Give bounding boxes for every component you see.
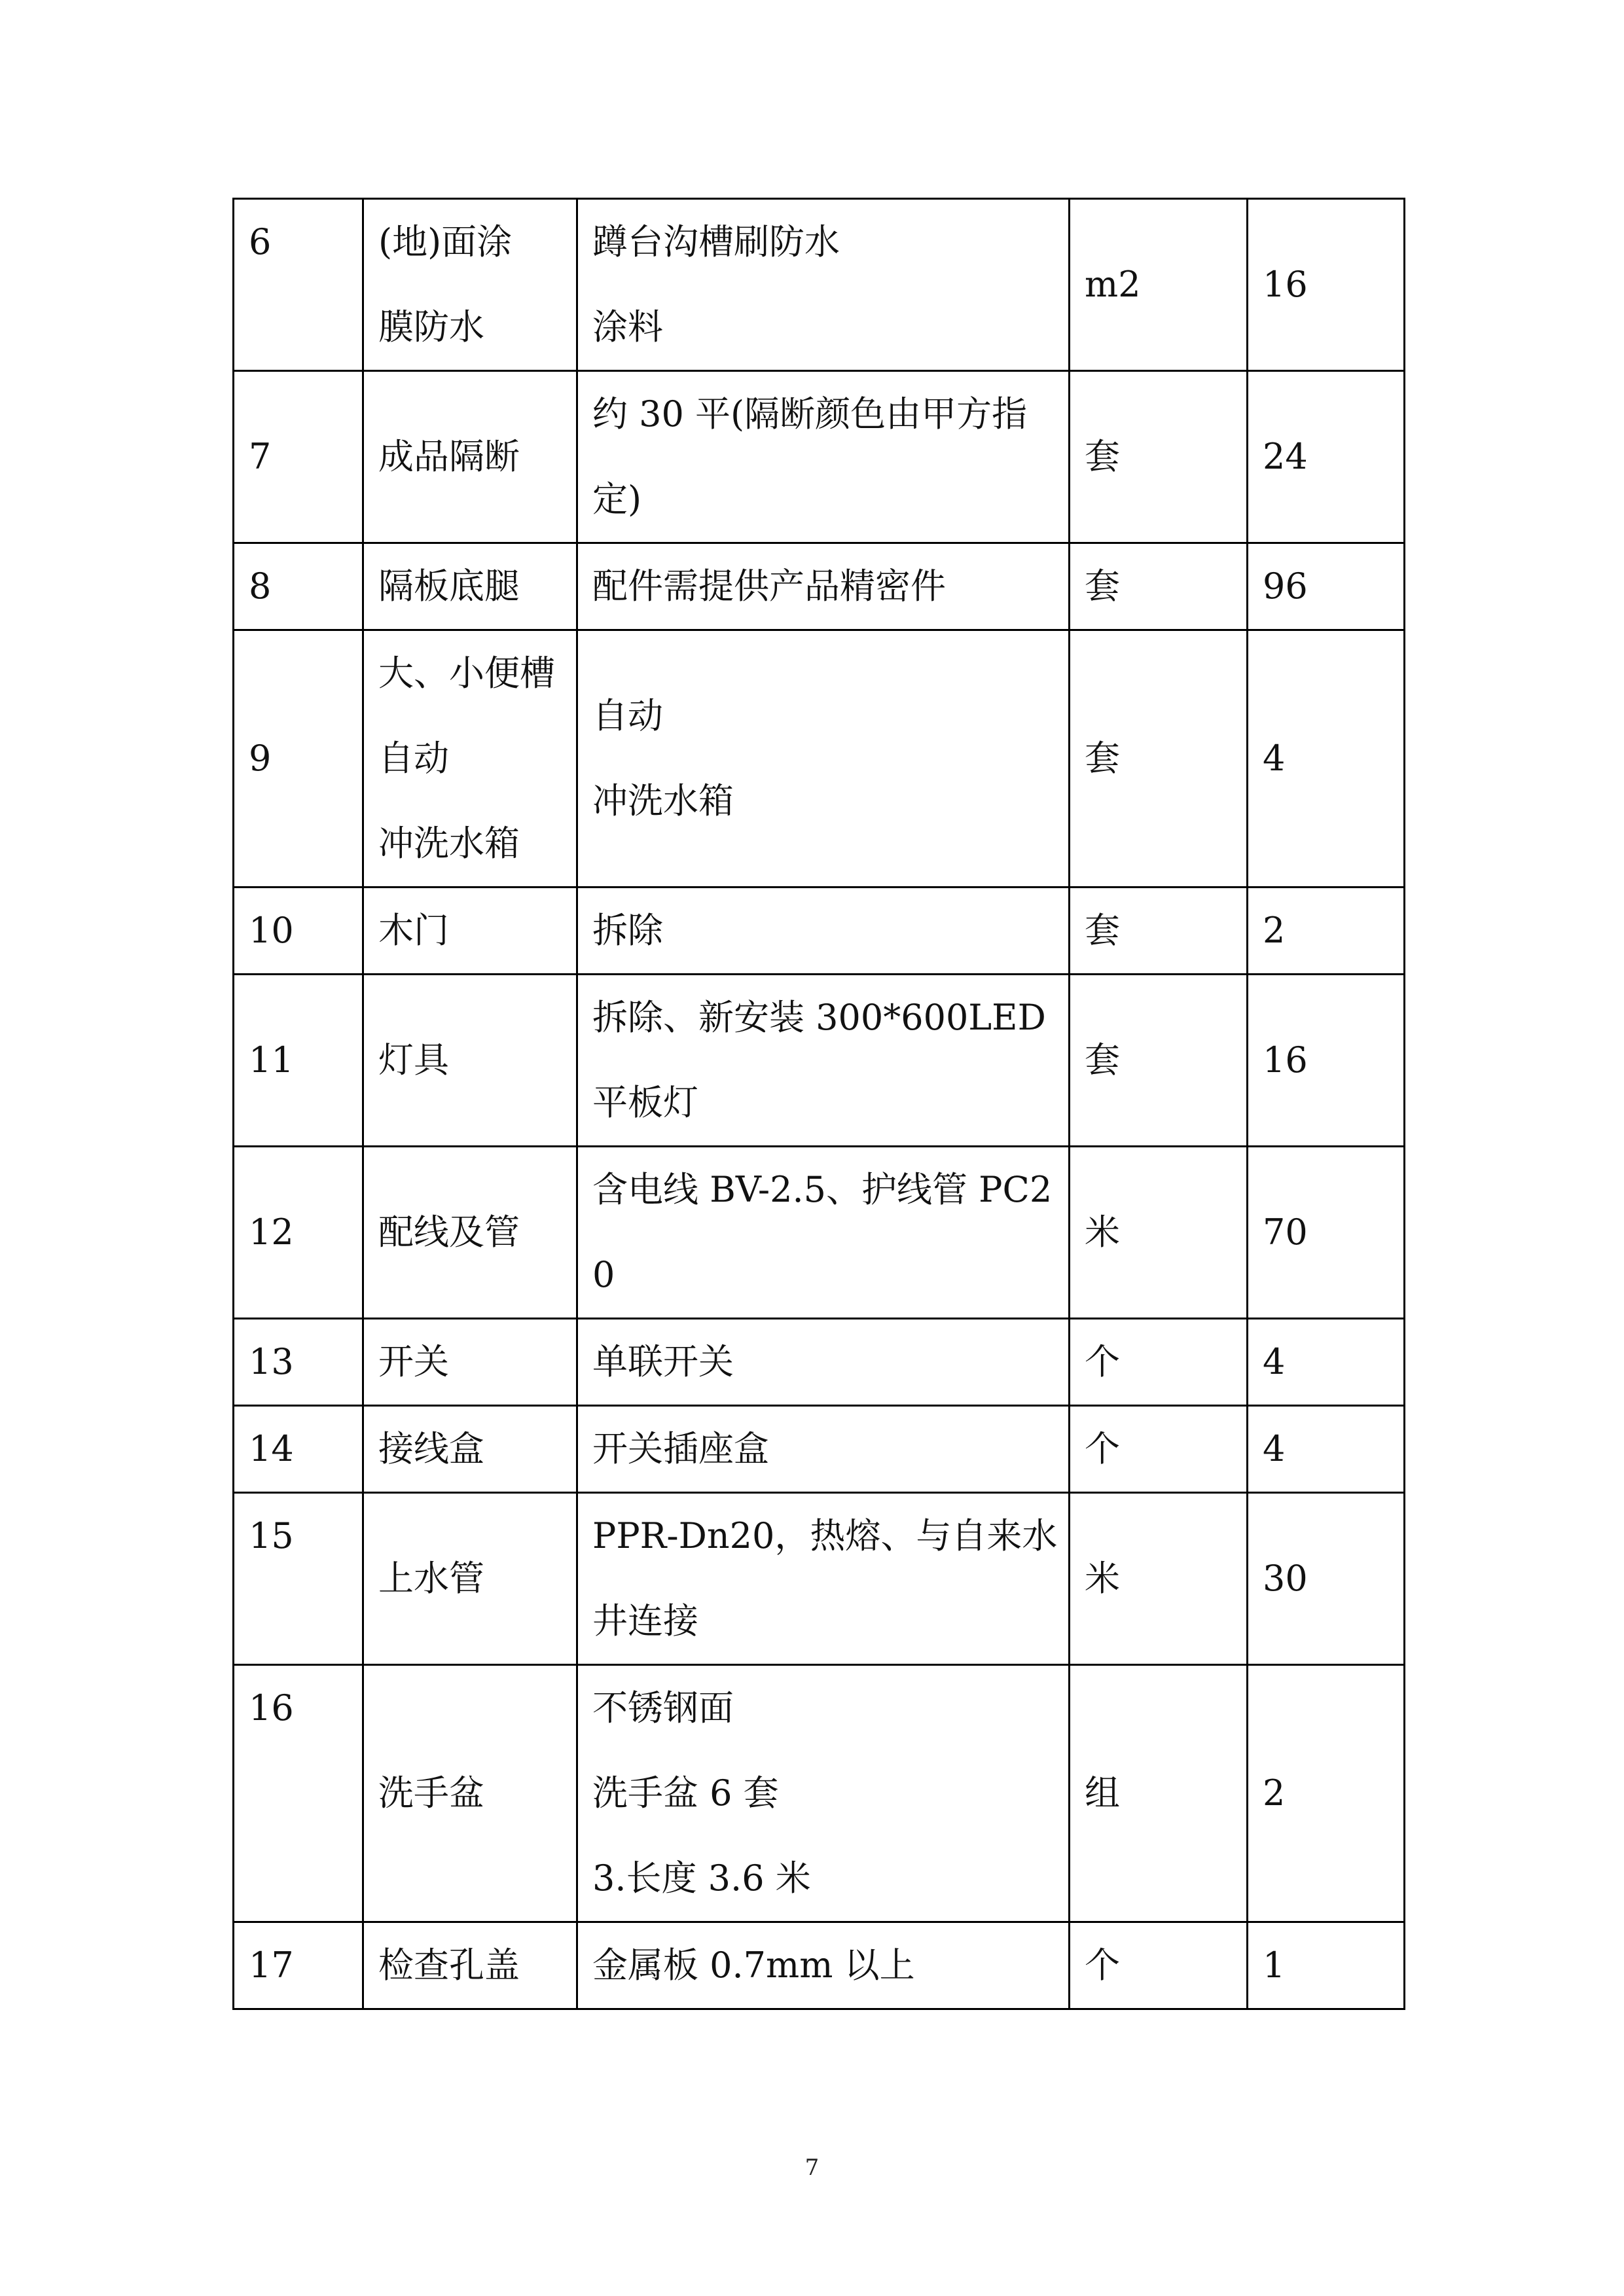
cell-unit: 个	[1070, 1406, 1248, 1493]
cell-name: 灯具	[363, 975, 577, 1147]
cell-qty: 1	[1248, 1922, 1405, 2009]
cell-no: 15	[234, 1493, 363, 1665]
table-row	[234, 199, 1405, 371]
cell-desc: 金属板 0.7mm 以上	[577, 1922, 1070, 2009]
cell-unit: 个	[1070, 1319, 1248, 1406]
cell-desc: 自动 冲洗水箱	[577, 630, 1070, 888]
cell-desc: PPR-Dn20，热熔、与自来水 井连接	[577, 1493, 1070, 1665]
cell-no: 14	[234, 1406, 363, 1493]
cell-qty: 4	[1248, 1406, 1405, 1493]
cell-desc: 蹲台沟槽刷防水 涂料	[577, 199, 1070, 371]
cell-no: 17	[234, 1922, 363, 2009]
cell-no: 7	[234, 371, 363, 543]
cell-qty: 70	[1248, 1147, 1405, 1319]
cell-desc: 拆除	[577, 888, 1070, 975]
spec-table	[232, 198, 1405, 2010]
table-row	[234, 1406, 1405, 1493]
cell-qty: 96	[1248, 543, 1405, 630]
table-row	[234, 1665, 1405, 1922]
cell-name: 隔板底腿	[363, 543, 577, 630]
cell-name: 大、小便槽 自动 冲洗水箱	[363, 630, 577, 888]
cell-no: 11	[234, 975, 363, 1147]
cell-no: 8	[234, 543, 363, 630]
cell-unit: 米	[1070, 1147, 1248, 1319]
page-number: 7	[804, 2155, 820, 2181]
cell-name: 配线及管	[363, 1147, 577, 1319]
cell-no: 10	[234, 888, 363, 975]
cell-desc: 配件需提供产品精密件	[577, 543, 1070, 630]
cell-qty: 16	[1248, 199, 1405, 371]
cell-desc: 拆除、新安装 300*600LED 平板灯	[577, 975, 1070, 1147]
cell-unit: 套	[1070, 888, 1248, 975]
cell-desc: 单联开关	[577, 1319, 1070, 1406]
cell-unit: 套	[1070, 371, 1248, 543]
cell-no: 16	[234, 1665, 363, 1922]
cell-unit: 米	[1070, 1493, 1248, 1665]
cell-desc: 含电线 BV-2.5、护线管 PC2 0	[577, 1147, 1070, 1319]
cell-desc: 不锈钢面 洗手盆 6 套 3.长度 3.6 米	[577, 1665, 1070, 1922]
cell-name: 检查孔盖	[363, 1922, 577, 2009]
cell-no: 13	[234, 1319, 363, 1406]
cell-name: 成品隔断	[363, 371, 577, 543]
cell-unit: 套	[1070, 975, 1248, 1147]
cell-unit: 套	[1070, 543, 1248, 630]
cell-qty: 30	[1248, 1493, 1405, 1665]
cell-name: 洗手盆	[363, 1665, 577, 1922]
cell-desc: 约 30 平(隔断颜色由甲方指 定)	[577, 371, 1070, 543]
table-row	[234, 975, 1405, 1147]
cell-no: 9	[234, 630, 363, 888]
table-row	[234, 1922, 1405, 2009]
cell-unit: 个	[1070, 1922, 1248, 2009]
table-row	[234, 1147, 1405, 1319]
cell-name: (地)面涂 膜防水	[363, 199, 577, 371]
cell-name: 木门	[363, 888, 577, 975]
table-row	[234, 543, 1405, 630]
cell-name: 上水管	[363, 1493, 577, 1665]
cell-unit: 套	[1070, 630, 1248, 888]
cell-qty: 4	[1248, 630, 1405, 888]
cell-unit: 组	[1070, 1665, 1248, 1922]
table-row	[234, 1493, 1405, 1665]
cell-qty: 4	[1248, 1319, 1405, 1406]
cell-qty: 16	[1248, 975, 1405, 1147]
table-row	[234, 888, 1405, 975]
cell-name: 开关	[363, 1319, 577, 1406]
cell-no: 12	[234, 1147, 363, 1319]
table-row	[234, 630, 1405, 888]
cell-qty: 24	[1248, 371, 1405, 543]
cell-desc: 开关插座盒	[577, 1406, 1070, 1493]
cell-name: 接线盒	[363, 1406, 577, 1493]
cell-qty: 2	[1248, 888, 1405, 975]
cell-no: 6	[234, 199, 363, 371]
table-row	[234, 371, 1405, 543]
cell-unit: m2	[1070, 199, 1248, 371]
table-row	[234, 1319, 1405, 1406]
cell-qty: 2	[1248, 1665, 1405, 1922]
